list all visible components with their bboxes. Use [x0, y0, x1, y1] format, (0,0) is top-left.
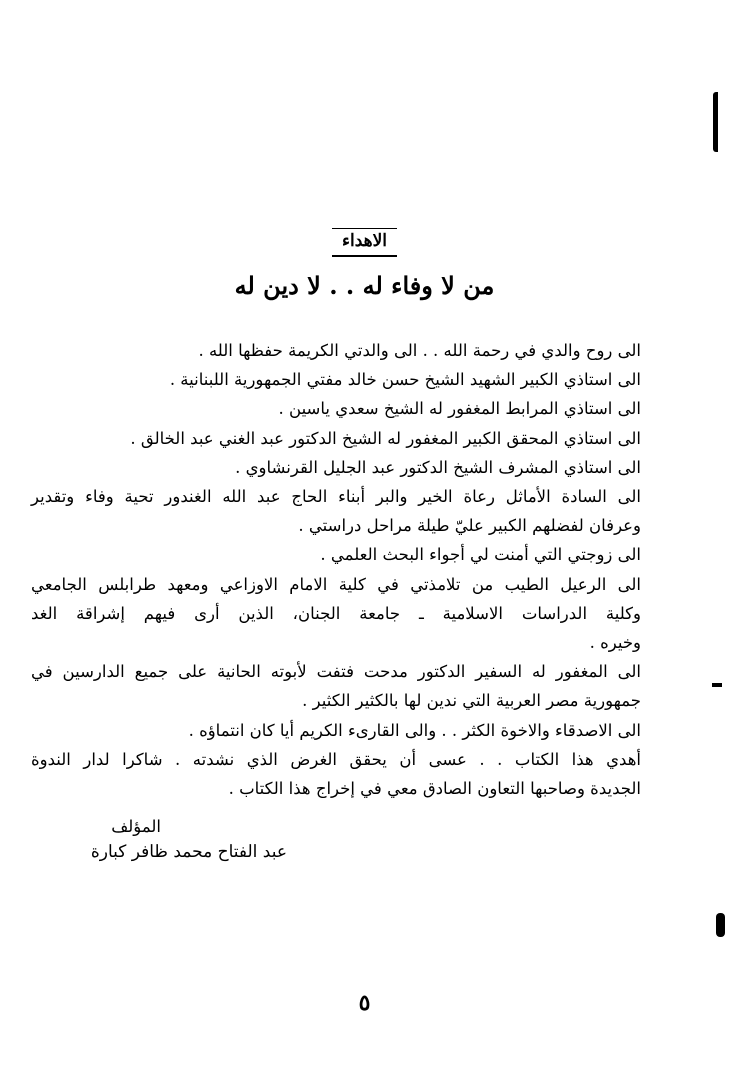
dedication-motto: من لا وفاء له . . لا دين له — [234, 271, 495, 300]
dedication-line: الى الرعيل الطيب من تلامذتي في كلية الامام الاوزاعي ومعهد طرابلس الجامعي — [31, 574, 641, 594]
page-edge-mark-top — [713, 92, 718, 152]
dedication-line: الى استاذي الكبير الشهيد الشيخ حسن خالد مفتي الجمهورية اللبنانية . — [169, 370, 641, 390]
dedication-line: الى استاذي المحقق الكبير المغفور له الشيخ الدكتور عبد الغني عبد الخالق . — [130, 428, 641, 448]
dedication-line: الى السادة الأماثل رعاة الخير والبر أبناء الحاج عبد الله الغندور تحية وفاء وتقدير — [31, 487, 641, 507]
dedication-line: الى زوجتي التي أمنت لي أجواء البحث العلمي . — [320, 545, 641, 565]
author-name: عبد الفتاح محمد ظافر كبارة — [90, 842, 287, 862]
dedication-line: أهدي هذا الكتاب . . عسى أن يحقق الغرض الذي نشدته . شاكرا لدار الندوة — [31, 749, 641, 769]
page-edge-mark-middle — [712, 683, 722, 687]
dedication-line: الى استاذي المشرف الشيخ الدكتور عبد الجليل القرنشاوي . — [235, 457, 641, 477]
dedication-line: جمهورية مصر العربية التي ندين لها بالكثير الكثير . — [302, 691, 641, 711]
dedication-line: الى استاذي المرابط المغفور له الشيخ سعدي ياسين . — [278, 399, 641, 419]
dedication-line: الى الاصدقاء والاخوة الكثر . . والى القارىء الكريم أيا كان انتماؤه . — [188, 720, 641, 740]
dedication-line: الجديدة وصاحبها التعاون الصادق معي في إخراج هذا الكتاب . — [228, 779, 641, 799]
page-edge-mark-bottom — [716, 913, 725, 937]
dedication-line: الى المغفور له السفير الدكتور مدحت فتفت لأبوته الحانية على جميع الدارسين في — [31, 662, 641, 682]
page-number: ٥ — [358, 990, 371, 1016]
dedication-line: وكلية الدراسات الاسلامية ـ جامعة الجنان، الذين أرى فيهم إشراقة الغد — [31, 603, 641, 623]
dedication-line: وخيره . — [589, 633, 641, 653]
signature-label: المؤلف — [111, 817, 161, 836]
dedication-heading — [0, 228, 729, 257]
dedication-heading-text: الاهداء — [332, 228, 397, 257]
dedication-line: وعرفان لفضلهم الكبير عليّ طيلة مراحل دراستي . — [298, 516, 641, 536]
dedication-line: الى روح والدي في رحمة الله . . الى والدتي الكريمة حفظها الله . — [198, 341, 641, 360]
dedication-body — [31, 336, 641, 803]
